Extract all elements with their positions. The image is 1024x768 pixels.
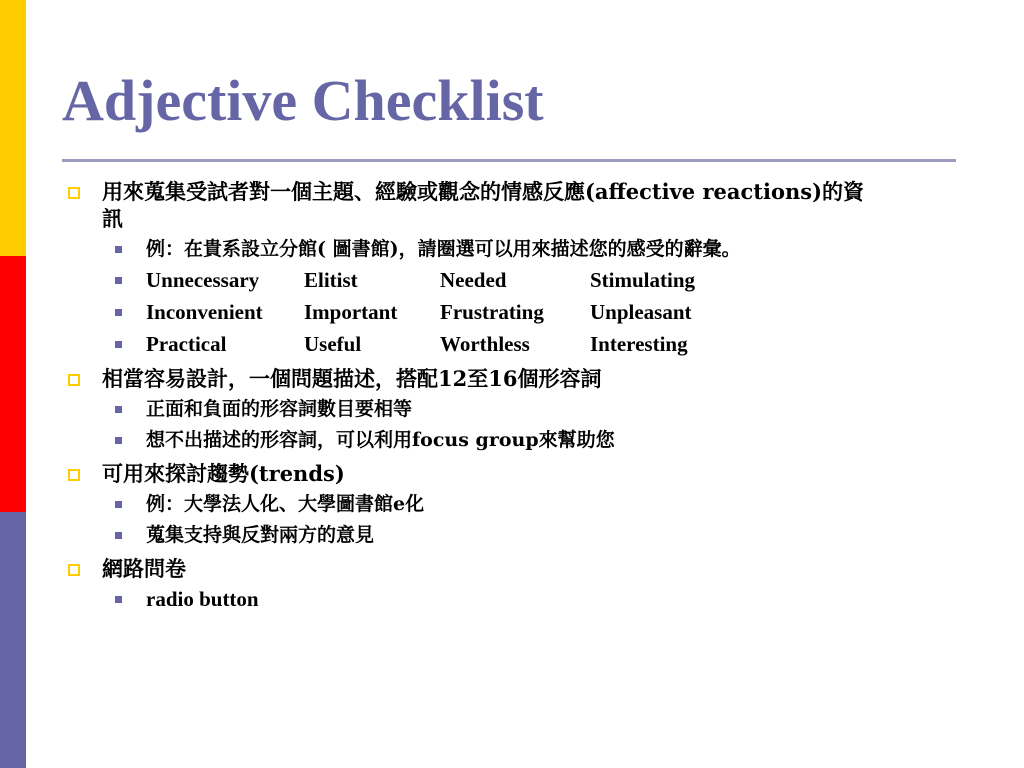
sub-bullet-item — [62, 234, 962, 265]
slide-body — [62, 178, 962, 620]
bullet-text: 用來蒐集受試者對一個主題、經驗或觀念的情感反應(affective reactions)的資訊 — [102, 179, 865, 231]
adjective-row — [62, 297, 962, 329]
filled-square-bullet-icon — [115, 596, 122, 603]
hollow-square-bullet-icon — [68, 187, 80, 199]
adjective-word: Unpleasant — [590, 300, 692, 324]
filled-square-bullet-icon — [115, 437, 122, 444]
adjective-word: Needed — [440, 268, 507, 292]
slide-title: Adjective Checklist — [62, 68, 544, 133]
adjective-row — [62, 265, 962, 297]
sub-bullet-item — [62, 489, 962, 520]
adjective-row — [62, 329, 962, 361]
sub-bullet-text: 例：大學法人化、大學圖書館e化 — [146, 493, 425, 515]
filled-square-bullet-icon — [115, 341, 122, 348]
sub-bullet-text: 想不出描述的形容詞，可以利用focus group來幫助您 — [146, 429, 615, 451]
adjective-word: Worthless — [440, 332, 530, 356]
filled-square-bullet-icon — [115, 246, 122, 253]
sub-bullet-text: 蒐集支持與反對兩方的意見 — [146, 524, 375, 546]
adjective-word: Frustrating — [440, 300, 544, 324]
sub-list — [62, 394, 962, 456]
accent-bar-yellow — [0, 0, 26, 256]
hollow-square-bullet-icon — [68, 564, 80, 576]
bullet-text: 相當容易設計，一個問題描述，搭配12至16個形容詞 — [102, 366, 602, 391]
adjective-word: Interesting — [590, 332, 688, 356]
filled-square-bullet-icon — [115, 532, 122, 539]
filled-square-bullet-icon — [115, 501, 122, 508]
filled-square-bullet-icon — [115, 406, 122, 413]
sub-list — [62, 234, 962, 361]
sub-bullet-item — [62, 425, 962, 456]
sub-bullet-item — [62, 394, 962, 425]
sub-list — [62, 584, 962, 616]
bullet-text: 可用來探討趨勢(trends) — [102, 461, 345, 486]
title-divider — [62, 159, 956, 162]
adjective-word: Important — [304, 300, 398, 324]
adjective-word: Useful — [304, 332, 362, 356]
adjective-word: Practical — [146, 332, 227, 356]
bullet-item — [62, 555, 962, 582]
sub-bullet-item — [62, 584, 962, 616]
hollow-square-bullet-icon — [68, 374, 80, 386]
adjective-word: Stimulating — [590, 268, 696, 292]
filled-square-bullet-icon — [115, 277, 122, 284]
sub-bullet-text: 正面和負面的形容詞數目要相等 — [146, 398, 413, 420]
bullet-item — [62, 460, 962, 487]
sub-list — [62, 489, 962, 551]
adjective-word: Inconvenient — [146, 300, 263, 324]
bullet-item — [62, 178, 962, 232]
sub-bullet-item — [62, 520, 962, 551]
sub-bullet-text: radio button — [146, 587, 259, 611]
bullet-text: 網路問卷 — [102, 556, 186, 581]
adjective-word: Elitist — [304, 268, 358, 292]
accent-bar-purple — [0, 512, 26, 768]
hollow-square-bullet-icon — [68, 469, 80, 481]
accent-bar-red — [0, 256, 26, 512]
filled-square-bullet-icon — [115, 309, 122, 316]
sub-bullet-text: 例：在貴系設立分館( 圖書館)，請圈選可以用來描述您的感受的辭彙。 — [146, 238, 741, 260]
adjective-word: Unnecessary — [146, 268, 260, 292]
bullet-item — [62, 365, 962, 392]
